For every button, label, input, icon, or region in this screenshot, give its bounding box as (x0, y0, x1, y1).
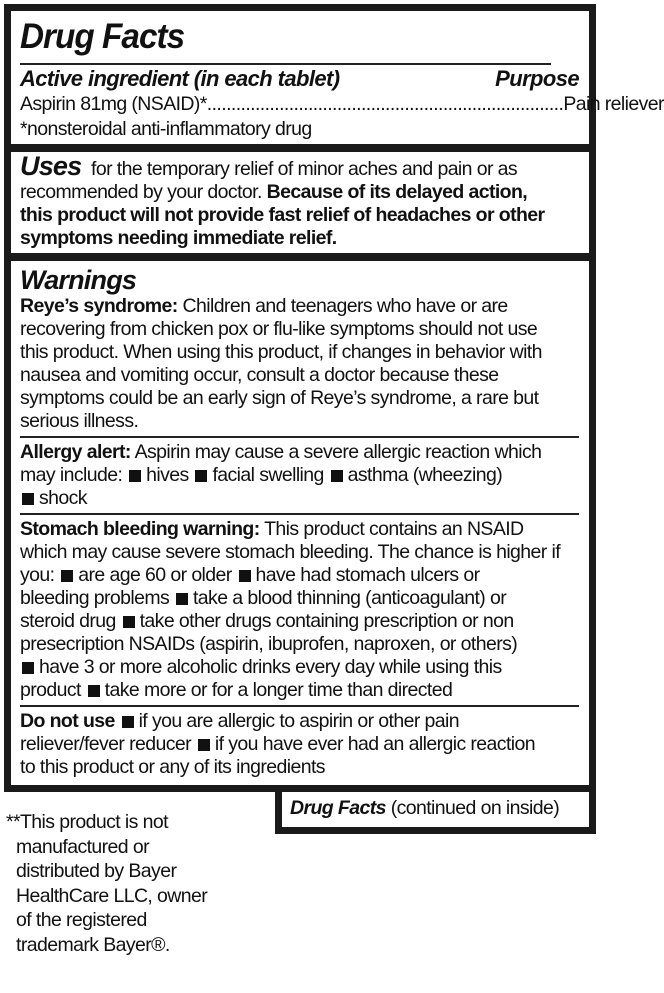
warning-text: serious illness. (20, 410, 139, 432)
warning-text: which may cause severe stomach bleeding. The chance is higher if (20, 541, 561, 563)
uses-text: recommended by your doctor. (20, 181, 262, 203)
list-item: facial swelling (212, 464, 324, 486)
uses-heading: Uses (20, 151, 82, 181)
bullet-icon (88, 685, 100, 697)
list-item: presecription NSAIDs (aspirin, ibuprofen, naproxen, or others) (20, 633, 518, 655)
warning-text: Children and teenagers who have or are (182, 295, 508, 317)
bullet-icon (331, 470, 343, 482)
list-item: take more or for a longer time than directed (104, 679, 453, 701)
warning-text: This product contains an NSAID (264, 518, 524, 540)
bullet-icon (129, 470, 141, 482)
reye-label: Reye’s syndrome: (20, 295, 178, 317)
warning-text: this product. When using this product, if changes in behavior with (20, 341, 542, 363)
warning-text: symptoms could be an early sign of Reye’s syndrome, a rare but (20, 387, 539, 409)
warning-text: you: (20, 564, 55, 586)
list-item: if you have ever had an allergic reaction (214, 733, 535, 755)
disclaimer-line: **This product is not (6, 811, 168, 833)
list-item: have 3 or more alcoholic drinks every day while using this (39, 656, 502, 678)
list-item: if you are allergic to aspirin or other pain (138, 710, 460, 732)
active-ingredient-section (11, 11, 664, 144)
list-item: shock (39, 487, 87, 509)
bullet-icon (198, 739, 210, 751)
warnings-heading: Warnings (20, 265, 137, 295)
list-item: asthma (wheezing) (347, 464, 503, 486)
uses-section (11, 152, 589, 253)
warning-text: may include: (20, 464, 123, 486)
disclaimer-line: of the registered (16, 909, 147, 931)
warning-text: Aspirin may cause a severe allergic reaction which (134, 441, 542, 463)
list-item: steroid drug (20, 610, 116, 632)
bullet-icon (122, 716, 134, 728)
drug-facts-title: Drug Facts (20, 11, 551, 65)
disclaimer-line: HealthCare LLC, owner (16, 884, 208, 907)
bullet-icon (239, 570, 251, 582)
list-item: to this product or any of its ingredients (20, 756, 325, 778)
list-item: take a blood thinning (anticoagulant) or (192, 587, 507, 609)
list-item: reliever/fever reducer (20, 733, 192, 755)
trademark-disclaimer (6, 810, 207, 957)
continued-box (275, 792, 596, 834)
continued-label: Drug Facts (290, 797, 386, 819)
list-item: are age 60 or older (78, 564, 232, 586)
list-item: hives (146, 464, 189, 486)
bullet-icon (22, 493, 34, 505)
bullet-icon (195, 470, 207, 482)
active-ingredient-header (20, 66, 579, 92)
disclaimer-line: manufactured or (16, 835, 149, 858)
reye-syndrome-warning (20, 295, 579, 438)
warnings-section (11, 261, 589, 785)
uses-warning-text: symptoms needing immediate relief. (20, 227, 337, 249)
allergy-alert (20, 441, 579, 515)
warning-text: nausea and vomiting occur, consult a doctor because these (20, 364, 499, 386)
ingredient-row (20, 92, 664, 117)
list-item: take other drugs containing prescription or non (139, 610, 514, 632)
bullet-icon (61, 570, 73, 582)
purpose-heading: Purpose (495, 66, 579, 91)
list-item: bleeding problems (20, 587, 170, 609)
warning-text: recovering from chicken pox or flu-like symptoms should not use (20, 318, 538, 340)
bullet-icon (22, 662, 34, 674)
bullet-icon (123, 616, 135, 628)
drug-facts-panel (4, 4, 664, 792)
do-not-use-label: Do not use (20, 710, 115, 732)
stomach-label: Stomach bleeding warning: (20, 518, 260, 540)
do-not-use-warning (20, 710, 579, 782)
disclaimer-line: distributed by Bayer (16, 860, 177, 882)
uses-warning-text: this product will not provide fast relief of headaches or other (20, 204, 545, 226)
ingredient-purpose: Pain reliever (563, 93, 664, 115)
stomach-bleeding-warning (20, 518, 579, 707)
uses-text: for the temporary relief of minor aches and pain or as (91, 158, 518, 180)
leader-dots: .......................................................................... (206, 93, 564, 115)
list-item: product (20, 679, 81, 701)
list-item: have had stomach ulcers or (255, 564, 480, 586)
disclaimer-line: trademark Bayer®. (16, 933, 170, 956)
ingredient-footnote: *nonsteroidal anti-inflammatory drug (20, 117, 312, 140)
allergy-label: Allergy alert: (20, 441, 131, 463)
uses-warning-text: Because of its delayed action, (266, 181, 528, 203)
footer-area (0, 792, 600, 962)
bullet-icon (176, 593, 188, 605)
continued-text: (continued on inside) (390, 797, 560, 819)
active-ingredient-heading: Active ingredient (in each tablet) (20, 66, 340, 91)
ingredient-name: Aspirin 81mg (NSAID)* (20, 93, 207, 115)
